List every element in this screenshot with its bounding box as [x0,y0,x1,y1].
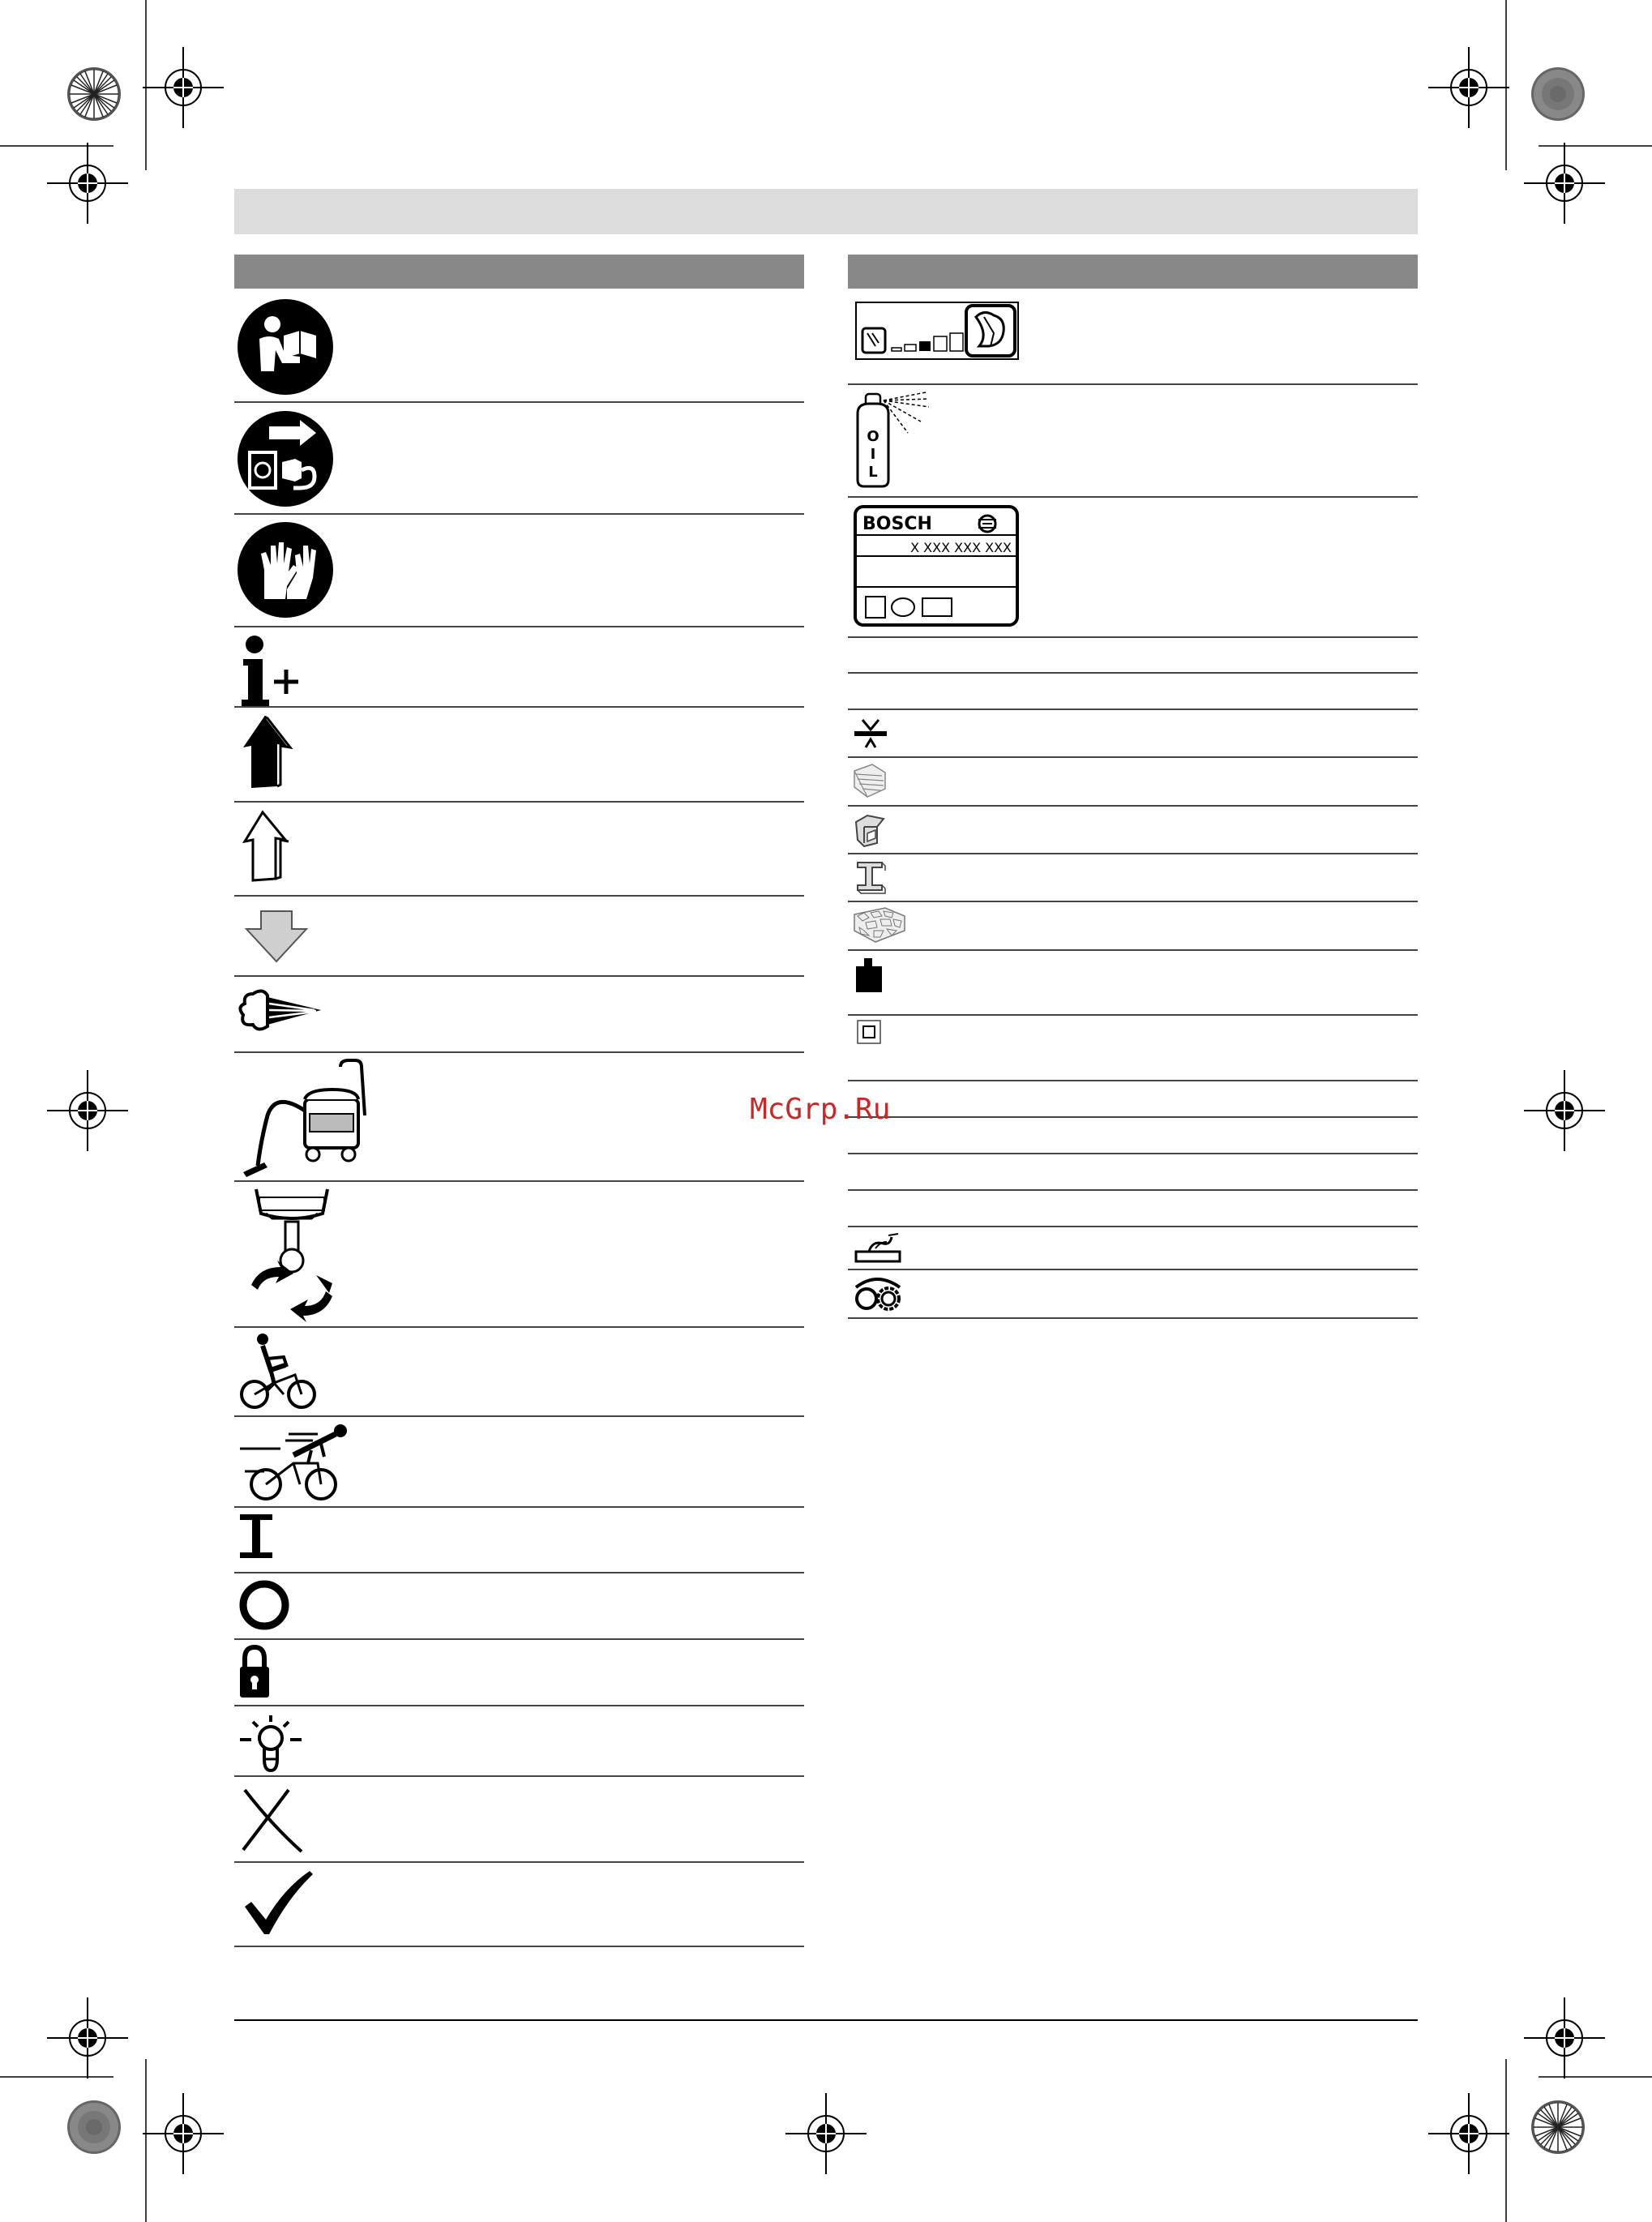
car-rotation-icon [235,1186,349,1324]
gloves-icon [237,521,334,619]
row-divider [848,636,1418,638]
stone-icon [853,906,906,944]
row-divider [234,1775,804,1777]
row-divider [848,1317,1418,1319]
wood-icon [853,763,887,798]
row-divider [848,1189,1418,1191]
blow-air-icon [237,983,326,1039]
row-divider [234,975,804,977]
speed-setting-icon [854,301,1020,361]
page-header-bar [234,189,1418,234]
row-divider [234,801,804,803]
nameplate-number: X XXX XXX XXX [910,540,1012,555]
cyclist-fast-icon [240,1423,349,1504]
info-plus-icon [238,635,303,708]
row-divider [234,1326,804,1328]
profile-icon [853,811,887,848]
row-divider [848,383,1418,385]
unplug-icon [237,410,334,507]
row-divider [234,1705,804,1706]
row-divider [848,901,1418,902]
row-divider [234,895,804,897]
grinding-icon [853,1232,903,1265]
check-icon [242,1869,315,1937]
row-divider [848,1014,1418,1016]
left-column-header [234,255,804,289]
row-divider [234,1051,804,1053]
row-divider [234,1946,804,1947]
row-divider [848,496,1418,498]
row-divider [848,1269,1418,1270]
power-off-icon [238,1579,290,1631]
row-divider [848,1080,1418,1081]
row-divider [848,949,1418,951]
oil-spray-icon [851,389,932,488]
watermark-text: McGrp.Ru [750,1093,891,1126]
row-divider [234,626,804,627]
row-divider [234,1180,804,1182]
row-divider [234,401,804,403]
cross-icon [240,1787,305,1855]
row-divider [234,513,804,515]
row-divider [234,706,804,708]
row-divider [234,1506,804,1508]
weight-icon [853,957,885,995]
row-divider [848,853,1418,854]
row-divider [848,672,1418,674]
cyclist-slow-icon [238,1333,319,1414]
row-divider [848,1116,1418,1118]
footer-rule [234,2019,1418,2021]
nameplate-icon [853,504,1020,627]
row-divider [234,1415,804,1417]
oil-letter: O [867,428,879,445]
power-on-icon [238,1513,279,1561]
gear-wheels-icon [853,1274,903,1313]
oil-letter: I [870,446,876,463]
lamp-icon [238,1714,303,1774]
arrow-down-gray-icon [243,908,310,965]
oil-letter: L [868,464,878,481]
lock-icon [237,1644,272,1701]
row-divider [848,805,1418,807]
row-divider [234,1572,804,1573]
arrow-up-outline-icon [240,807,297,884]
read-manual-icon [237,298,334,396]
vacuum-cleaner-icon [235,1059,381,1180]
row-divider [848,756,1418,758]
row-divider [234,1861,804,1863]
row-divider [848,1153,1418,1154]
row-divider [848,709,1418,710]
right-column-header [848,255,1418,289]
cutting-depth-icon [853,717,888,751]
arrow-up-filled-icon [240,713,297,790]
beam-icon [853,859,887,895]
protection-class-icon [856,1019,884,1047]
row-divider [848,1226,1418,1227]
row-divider [234,1638,804,1640]
nameplate-brand: BOSCH [862,514,932,534]
